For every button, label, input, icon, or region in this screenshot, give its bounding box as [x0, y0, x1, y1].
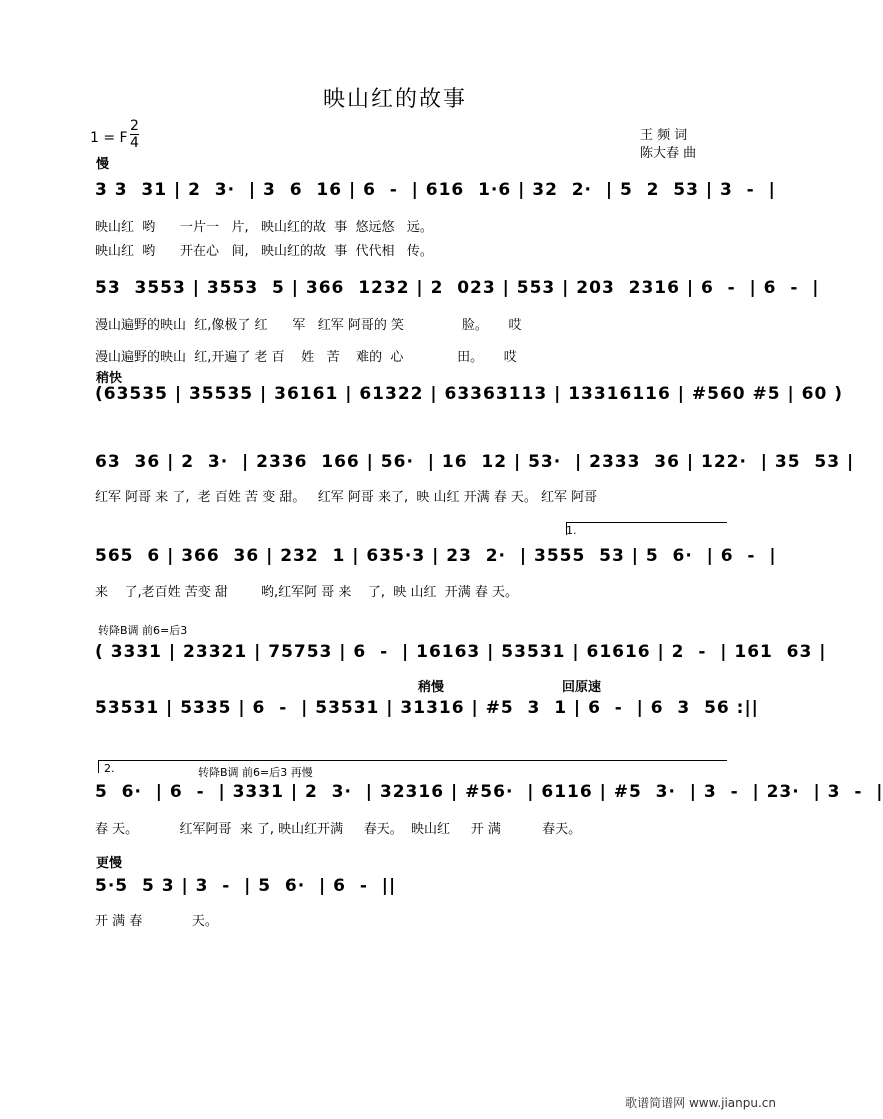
tempo-slow: 慢: [96, 157, 110, 172]
ending-1-label: 1.: [566, 524, 577, 537]
notation-row-7: 53531 | 5335 | 6 - | 53531 | 31316 | #5 3 1 | 6 - | 6 3 56 :||: [95, 698, 759, 718]
ending-2-bracket: [98, 760, 727, 773]
ending-1-bracket: [566, 522, 727, 535]
lyricist: 王 频 词: [640, 128, 688, 143]
key-signature: 1 = F: [90, 130, 128, 146]
modulation-note-1: 转降B调 前6=后3: [98, 624, 188, 637]
lyric-row-1a: 映山红 哟 一片一 片, 映山红的故 事 悠远悠 远。: [95, 220, 433, 235]
tempo-slower-more: 更慢: [96, 856, 123, 871]
lyric-row-2a: 漫山遍野的映山 红,像极了 红 军 红军 阿哥的 笑 脸。 哎: [95, 318, 522, 333]
composer: 陈大春 曲: [640, 146, 697, 161]
tempo-faster: 稍快: [96, 371, 123, 386]
notation-row-9: 5·5 5 3 | 3 - | 5 6· | 6 - ||: [95, 876, 397, 896]
site-watermark: 歌谱简谱网 www.jianpu.cn: [625, 1096, 776, 1110]
lyric-row-4: 红军 阿哥 来 了, 老 百姓 苦 变 甜。 红军 阿哥 来了, 映 山红 开满 春 天。 红军 阿哥: [95, 490, 598, 505]
lyric-row-5: 来 了,老百姓 苦变 甜 哟,红军阿 哥 来 了, 映 山红 开满 春 天。: [95, 585, 518, 600]
meter-top: 2: [130, 118, 139, 134]
meter-bottom: 4: [130, 135, 139, 151]
notation-row-8: 5 6· | 6 - | 3331 | 2 3· | 32316 | #56· | 6116 | #5 3· | 3 - | 23· | 3 - |: [95, 782, 883, 802]
time-signature: [130, 118, 139, 151]
notation-row-3: (63535 | 35535 | 36161 | 61322 | 63363113 | 13316116 | #560 #5 | 60 ): [95, 384, 843, 404]
lyric-row-8: 春 天。 红军阿哥 来 了, 映山红开满 春天。 映山红 开 满 春天。: [95, 822, 582, 837]
modulation-note-2: 转降B调 前6=后3 再慢: [198, 766, 313, 779]
notation-row-5: 565 6 | 366 36 | 232 1 | 635·3 | 23 2· | 3555 53 | 5 6· | 6 - |: [95, 546, 777, 566]
notation-row-1: 3 3 31 | 2 3· | 3 6 16 | 6 - | 616 1·6 | 32 2· | 5 2 53 | 3 - |: [95, 180, 776, 200]
tempo-back: 回原速: [562, 680, 602, 695]
notation-row-6: ( 3331 | 23321 | 75753 | 6 - | 16163 | 53531 | 61616 | 2 - | 161 63 |: [95, 642, 827, 662]
tempo-slower: 稍慢: [418, 680, 445, 695]
lyric-row-9: 开 满 春 天。: [95, 914, 218, 929]
credits: [640, 127, 696, 163]
ending-2-label: 2.: [104, 762, 115, 775]
lyric-row-1b: 映山红 哟 开在心 间, 映山红的故 事 代代相 传。: [95, 244, 433, 259]
lyric-row-2b: 漫山遍野的映山 红,开遍了 老 百 姓 苦 难的 心 田。 哎: [95, 350, 517, 365]
song-title: 映山红的故事: [322, 87, 467, 112]
notation-row-2: 53 3553 | 3553 5 | 366 1232 | 2 023 | 553 | 203 2316 | 6 - | 6 - |: [95, 278, 820, 298]
notation-row-4: 63 36 | 2 3· | 2336 166 | 56· | 16 12 | 53· | 2333 36 | 122· | 35 53 |: [95, 452, 855, 472]
